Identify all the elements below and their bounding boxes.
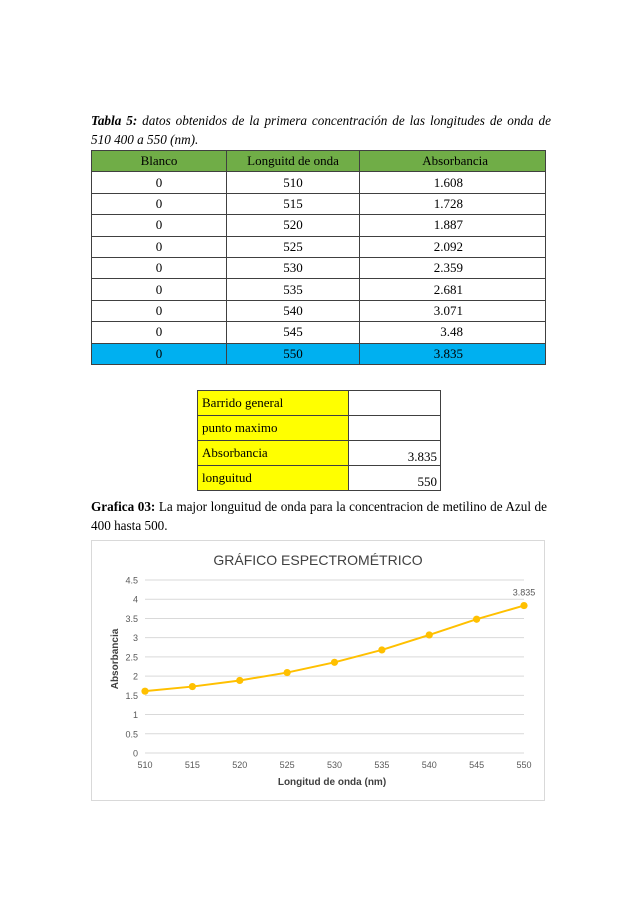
- cell-absorbance: 1.608: [360, 172, 546, 193]
- absorbance-table: [91, 150, 546, 365]
- cell-absorbance: 3.835: [360, 343, 546, 364]
- table-row: [92, 257, 546, 278]
- summary-value: [349, 416, 441, 441]
- chart-caption-text: La major longuitud de onda para la concentracion de metilino de Azul de 400 hasta 500.: [91, 499, 547, 533]
- caption-label: Tabla 5:: [91, 113, 138, 128]
- cell-blanco: 0: [92, 215, 227, 236]
- cell-wavelength: 515: [227, 193, 360, 214]
- y-tick-label: 4: [132, 594, 138, 605]
- cell-absorbance: 2.359: [360, 257, 546, 278]
- cell-blanco: 0: [92, 322, 227, 343]
- x-tick-labels: [137, 760, 531, 770]
- cell-wavelength: 540: [227, 300, 360, 321]
- table-row: [92, 300, 546, 321]
- cell-wavelength: 535: [227, 279, 360, 300]
- x-tick-label: 525: [279, 760, 295, 770]
- table-row: [92, 215, 546, 236]
- table-header-row: [92, 151, 546, 172]
- y-tick-label: 4.5: [125, 575, 138, 586]
- data-point: [331, 659, 338, 666]
- cell-wavelength: 520: [227, 215, 360, 236]
- cell-blanco: 0: [92, 300, 227, 321]
- data-point: [189, 683, 196, 690]
- y-tick-label: 1: [132, 710, 138, 721]
- cell-wavelength: 525: [227, 236, 360, 257]
- x-tick-label: 510: [137, 760, 153, 770]
- y-tick-label: 2: [132, 671, 138, 682]
- summary-label: Absorbancia: [198, 441, 349, 466]
- x-tick-label: 545: [469, 760, 485, 770]
- summary-value: [349, 391, 441, 416]
- cell-blanco: 0: [92, 343, 227, 364]
- chart-title: GRÁFICO ESPECTROMÉTRICO: [213, 552, 423, 568]
- x-tick-label: 520: [232, 760, 248, 770]
- chart-gridlines: [145, 580, 524, 753]
- x-tick-label: 540: [421, 760, 437, 770]
- header-absorbancia: Absorbancia: [360, 151, 546, 172]
- summary-row: [198, 441, 441, 466]
- y-tick-label: 0: [132, 748, 138, 759]
- table-row: [92, 172, 546, 193]
- cell-absorbance: 2.092: [360, 236, 546, 257]
- y-tick-label: 0.5: [125, 729, 138, 740]
- cell-absorbance: 2.681: [360, 279, 546, 300]
- table-row-highlighted: [92, 343, 546, 364]
- x-tick-label: 550: [516, 760, 532, 770]
- summary-row: [198, 416, 441, 441]
- chart-caption: [91, 497, 547, 535]
- table-row: [92, 193, 546, 214]
- y-tick-label: 3.5: [125, 613, 138, 624]
- cell-wavelength: 550: [227, 343, 360, 364]
- data-point: [473, 616, 480, 623]
- data-points: [141, 602, 527, 695]
- y-tick-label: 1.5: [125, 690, 138, 701]
- summary-label: Barrido general: [198, 391, 349, 416]
- cell-wavelength: 530: [227, 257, 360, 278]
- y-axis-label: Absorbancia: [110, 628, 121, 690]
- header-longitud: Longuitd de onda: [227, 151, 360, 172]
- cell-blanco: 0: [92, 172, 227, 193]
- data-point: [284, 669, 291, 676]
- summary-table: [197, 390, 441, 491]
- table-row: [92, 236, 546, 257]
- cell-blanco: 0: [92, 193, 227, 214]
- summary-label: punto maximo: [198, 416, 349, 441]
- cell-absorbance: 3.48: [360, 322, 546, 343]
- spectrometric-chart: [91, 540, 545, 801]
- cell-blanco: 0: [92, 257, 227, 278]
- header-blanco: Blanco: [92, 151, 227, 172]
- cell-absorbance: 3.071: [360, 300, 546, 321]
- x-tick-label: 515: [184, 760, 200, 770]
- cell-blanco: 0: [92, 279, 227, 300]
- data-point: [141, 688, 148, 695]
- x-axis-label: Longitud de onda (nm): [277, 777, 387, 788]
- table-row: [92, 322, 546, 343]
- data-point: [236, 677, 243, 684]
- cell-wavelength: 510: [227, 172, 360, 193]
- summary-row: [198, 466, 441, 491]
- table-caption: [91, 111, 551, 149]
- cell-absorbance: 1.728: [360, 193, 546, 214]
- summary-value: 3.835: [349, 441, 441, 466]
- summary-label: longuitud: [198, 466, 349, 491]
- y-tick-label: 2.5: [125, 652, 138, 663]
- data-point: [520, 602, 527, 609]
- y-tick-labels: [125, 576, 138, 759]
- summary-value: 550: [349, 466, 441, 491]
- summary-row: [198, 391, 441, 416]
- data-point: [378, 646, 385, 653]
- data-label: 3.835: [512, 587, 536, 598]
- table-row: [92, 279, 546, 300]
- y-tick-label: 3: [132, 633, 138, 644]
- data-point: [426, 631, 433, 638]
- x-tick-label: 530: [326, 760, 343, 770]
- cell-absorbance: 1.887: [360, 215, 546, 236]
- caption-text: datos obtenidos de la primera concentración de las longitudes de onda de 510 400 a 550 (nm).: [91, 113, 551, 147]
- data-labels: [513, 588, 536, 598]
- chart-caption-label: Grafica 03:: [91, 499, 156, 514]
- cell-wavelength: 545: [227, 322, 360, 343]
- chart-svg: [92, 541, 544, 800]
- x-tick-label: 535: [374, 760, 390, 770]
- cell-blanco: 0: [92, 236, 227, 257]
